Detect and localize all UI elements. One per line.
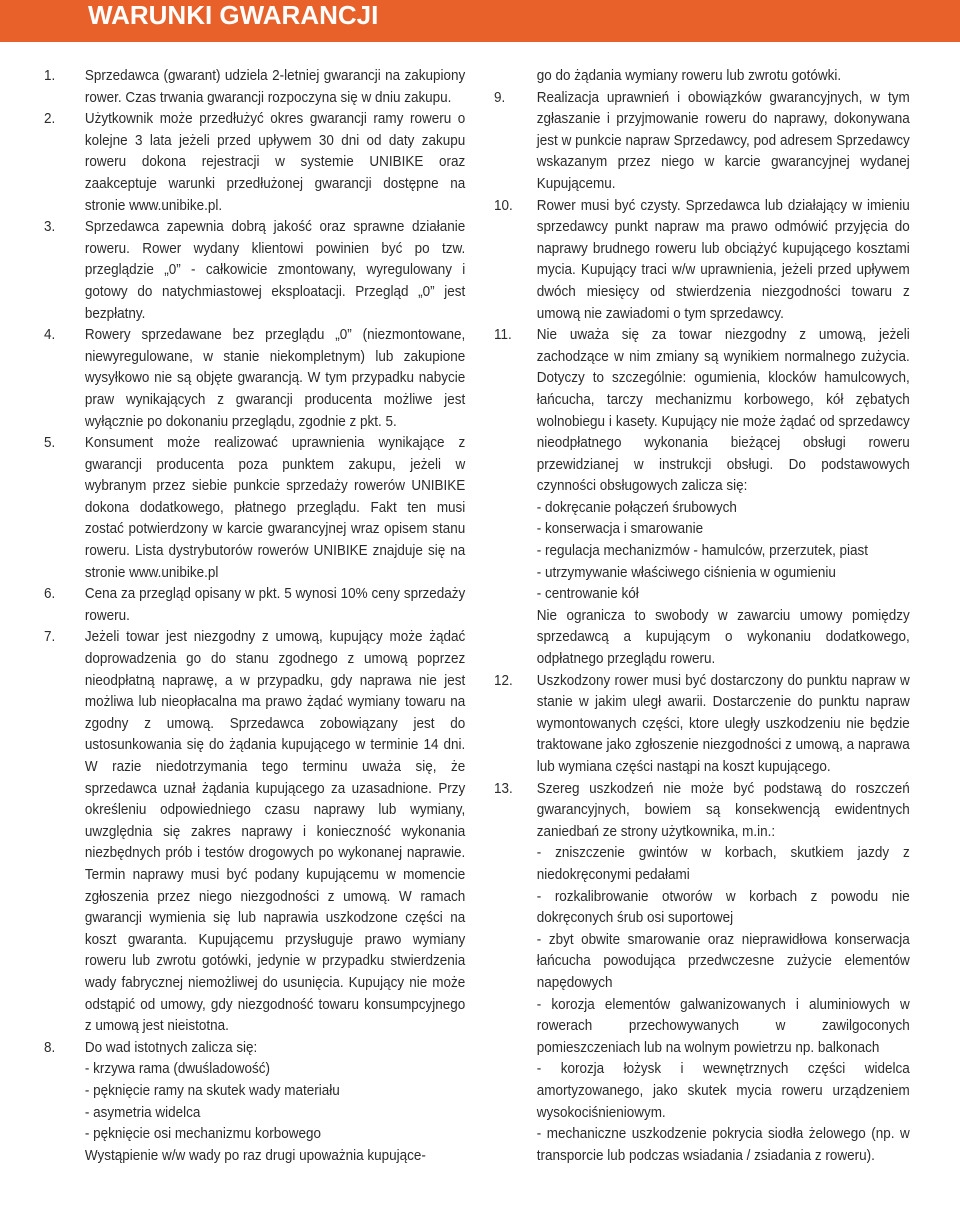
clause-number: 13. — [494, 780, 513, 797]
warranty-clause-line — [494, 887, 910, 930]
warranty-clause-line — [44, 1124, 465, 1146]
clause-text: - zniszczenie gwintów w korbach, skutkiem jazdy z niedokręconymi pedałami — [536, 845, 910, 883]
clause-number: 4. — [44, 327, 56, 344]
warranty-clause — [494, 196, 910, 326]
warranty-clause-line — [494, 498, 910, 520]
warranty-clause-line — [494, 606, 910, 671]
clause-text: Sprzedawca zapewnia dobrą jakość oraz sprawne działanie roweru. Rower wydany klientowi powinien być po tzw. przeglądzie „0” - całkowicie zmontowany, wyregulowany i gotowy do natychmiastowej eksploatacji. Przegląd „0” jest bezpłatny. — [84, 219, 466, 322]
clause-number: 3. — [44, 219, 56, 236]
warranty-clause-line — [44, 1059, 465, 1081]
clause-number: 12. — [494, 672, 513, 689]
clause-number: 11. — [494, 327, 512, 344]
clause-text: - rozkalibrowanie otworów w korbach z powodu nie dokręconych śrub osi suportowej — [536, 888, 910, 927]
warranty-clause-line — [44, 1146, 465, 1168]
clause-text: Do wad istotnych zalicza się: — [84, 1039, 258, 1056]
clause-number: 8. — [44, 1039, 56, 1056]
warranty-clause — [44, 109, 465, 217]
warranty-clause — [494, 671, 910, 779]
clause-text: Użytkownik może przedłużyć okres gwarancji ramy roweru o kolejne 3 lata jeżeli przed upływem 30 dni od daty zakupu roweru dokona rejestracji w systemie UNIBIKE oraz zaakceptuje warunki przedłużonej gwarancji dostępne na stronie www.unibike.pl. — [84, 111, 466, 214]
clause-text: - centrowanie kół — [536, 586, 639, 603]
clause-text: - korozja elementów galwanizowanych i aluminiowych w rowerach przechowywanych w zawilgoconych pomieszczeniach lub na wolnym powietrzu np. balkonach — [536, 996, 910, 1056]
clause-text: go do żądania wymiany roweru lub zwrotu gotówki. — [536, 68, 842, 84]
warranty-clause — [494, 779, 910, 844]
warranty-clause-line — [44, 1103, 465, 1125]
warranty-clause — [44, 627, 465, 1037]
warranty-clause-line — [494, 995, 910, 1060]
clause-text: Konsument może realizować uprawnienia wynikające z gwarancji producenta poza punktem zakupu, jeżeli w wybranym przez siebie punkcie sprzedaży rowerów UNIBIKE dokona dodatkowego, płatnego przeglądu. Fakt ten musi zostać potwierdzony w karcie gwarancyjnej wraz opisem stanu roweru. Lista dystrybutorów rowerów UNIBIKE znajduje się na stronie www.unibike.pl — [84, 435, 466, 581]
clause-number: 2. — [44, 111, 56, 128]
warranty-clause-line — [494, 563, 910, 585]
warranty-clause-line — [44, 1081, 465, 1103]
warranty-clause — [44, 217, 465, 325]
clause-text: - zbyt obwite smarowanie oraz nieprawidłowa konserwacja łańcucha powodująca przedwczesne zużycie elementów napędowych — [536, 931, 910, 991]
clause-text: - krzywa rama (dwuśladowość) — [84, 1061, 271, 1078]
warranty-clause-line — [494, 843, 910, 886]
header-bar — [0, 0, 960, 42]
clause-text: - pęknięcie osi mechanizmu korbowego — [84, 1126, 322, 1143]
clause-text: Nie ogranicza to swobody w zawarciu umowy pomiędzy sprzedawcą a kupującym o wykonaniu dodatkowego, odpłatnego przeglądu roweru. — [536, 607, 910, 668]
clause-text: Cena za przegląd opisany w pkt. 5 wynosi 10% ceny sprzedaży roweru. — [84, 586, 466, 624]
clause-text: - korozja łożysk i wewnętrznych części widelca amortyzowanego, jako skutek mycia roweru urządzeniem wysokociśnieniowym. — [536, 1061, 910, 1121]
warranty-clause — [44, 433, 465, 584]
warranty-clause-line — [494, 930, 910, 995]
clause-text: Uszkodzony rower musi być dostarczony do punktu napraw w stanie w jakim uległ awarii. Dostarczenie do punktu napraw wymontowanych części, ktore uległy uszkodzeniu nie będzie traktowane jako zgłoszenie niezgodności z umową, a naprawa lub wymiana części nastąpi na koszt kupującego. — [536, 672, 910, 775]
clause-number: 9. — [494, 89, 506, 106]
warranty-clause-line — [494, 66, 910, 88]
clause-text: Realizacja uprawnień i obowiązków gwarancyjnych, w tym zgłaszanie i przyjmowanie roweru do naprawy, dokonywana jest w punkcie napraw Sprzedawcy, pod adresem Sprzedawcy wskazanym przez niego w karcie gwarancyjnej wydanej Kupującemu. — [536, 89, 910, 192]
clause-text: - dokręcanie połączeń śrubowych — [536, 499, 737, 516]
clause-number: 1. — [44, 68, 56, 84]
clause-text: Rowery sprzedawane bez przeglądu „0” (niezmontowane, niewyregulowane, w stanie niekompletnym) lub zakupione wysyłkowo nie są objęte gwarancją. W tym przypadku nabycie praw wynikających z gwarancji producenta możliwe jest wyłącznie po dokonaniu przeglądu, zgodnie z pkt. 5. — [84, 327, 466, 430]
warranty-clause — [494, 325, 910, 498]
clause-number: 6. — [44, 586, 56, 603]
warranty-clause-line — [494, 541, 910, 563]
warranty-clause — [44, 584, 465, 627]
warranty-clause-line — [494, 1059, 910, 1124]
clause-text: - regulacja mechanizmów - hamulców, przerzutek, piast — [536, 543, 869, 560]
warranty-clause-line — [494, 519, 910, 541]
warranty-clause — [44, 66, 465, 109]
clause-number: 10. — [494, 197, 513, 214]
clause-text: - konserwacja i smarowanie — [536, 521, 704, 538]
warranty-clause — [44, 325, 465, 433]
clause-text: Rower musi być czysty. Sprzedawca lub działający w imieniu sprzedawcy punkt napraw ma prawo odmówić przyjęcia do naprawy brudnego roweru lub obciążyć kupującego kosztami mycia. Kupujący traci w/w uprawnienia, jeżeli przed upływem dwóch miesięcy od stwierdzenia niezgodności towaru z umową nie zawiadomi o tym sprzedawcy. — [536, 197, 910, 322]
warranty-clause — [494, 88, 910, 196]
clause-text: Jeżeli towar jest niezgodny z umową, kupujący może żądać doprowadzenia go do stanu zgodnego z umową poprzez nieodpłatną naprawę, a w przypadku, gdy naprawa nie jest możliwa lub nieopłacalna ma prawo żądać wymiany towaru na zgodny z umową. Sprzedawca zobowiązany jest do ustosunkowania się do żądania kupującego w terminie 14 dni. W razie niedotrzymania tego terminu uważa się, że sprzedawca uznał żądania kupującego za uzasadnione. Przy określeniu odpowiedniego czasu naprawy lub wymiany, uwzględnia się zakres naprawy i konieczność wykonania niezbędnych prób i testów drogowych po wykonanej naprawie. Termin naprawy musi być podany kupującemu w momencie zgłoszenia przez niego niezgodności z umową. W ramach gwarancji wymienia się lub naprawia uszkodzone części na koszt gwaranta. Kupującemu przysługuje prawo wymiany roweru lub zwrotu gotówki, jedynie w przypadku stwierdzenia wady fabrycznej niemożliwej do usunięcia. Kupujący nie może odstąpić od umowy, gdy niezgodność towaru konsumpcyjnego z umową jest nieistotna. — [84, 629, 466, 1035]
warranty-clause-line — [494, 1124, 910, 1167]
right-column — [494, 66, 910, 1167]
clause-text: - pęknięcie ramy na skutek wady materiału — [84, 1082, 340, 1099]
clause-text: Wystąpienie w/w wady po raz drugi upoważnia kupujące- — [84, 1147, 426, 1164]
clause-text: Sprzedawca (gwarant) udziela 2-letniej gwarancji na zakupiony rower. Czas trwania gwarancji rozpoczyna się w dniu zakupu. — [84, 68, 466, 106]
clause-text: - asymetria widelca — [84, 1104, 201, 1121]
clause-text: Nie uważa się za towar niezgodny z umową, jeżeli zachodzące w nim zmiany są wynikiem normalnego zużycia. Dotyczy to szczególnie: ogumienia, klocków hamulcowych, łańcucha, tarczy mechanizmu korbowego, kół zębatych wolnobiegu i kasety. Kupujący nie może żądać od sprzedawcy nieodpłatnego wykonania bieżącej obsługi roweru przewidzianej w instrukcji obsługi. Do podstawowych czynności obsługowych zalicza się: — [536, 327, 910, 495]
warranty-clause — [44, 1038, 465, 1060]
page-title: WARUNKI GWARANCJI — [88, 0, 379, 30]
clause-number: 5. — [44, 435, 56, 452]
warranty-clause-line — [494, 584, 910, 606]
clause-number: 7. — [44, 629, 56, 646]
clause-text: Szereg uszkodzeń nie może być podstawą do roszczeń gwarancyjnych, bowiem są konsekwencją ewidentnych zaniedbań ze strony użytkownika, m.in.: — [536, 780, 910, 840]
clause-text: - mechaniczne uszkodzenie pokrycia siodła żelowego (np. w transporcie lub podczas wsiadania / zsiadania z roweru). — [536, 1126, 910, 1164]
left-column — [44, 66, 465, 1167]
clause-text: - utrzymywanie właściwego ciśnienia w ogumieniu — [536, 564, 836, 581]
